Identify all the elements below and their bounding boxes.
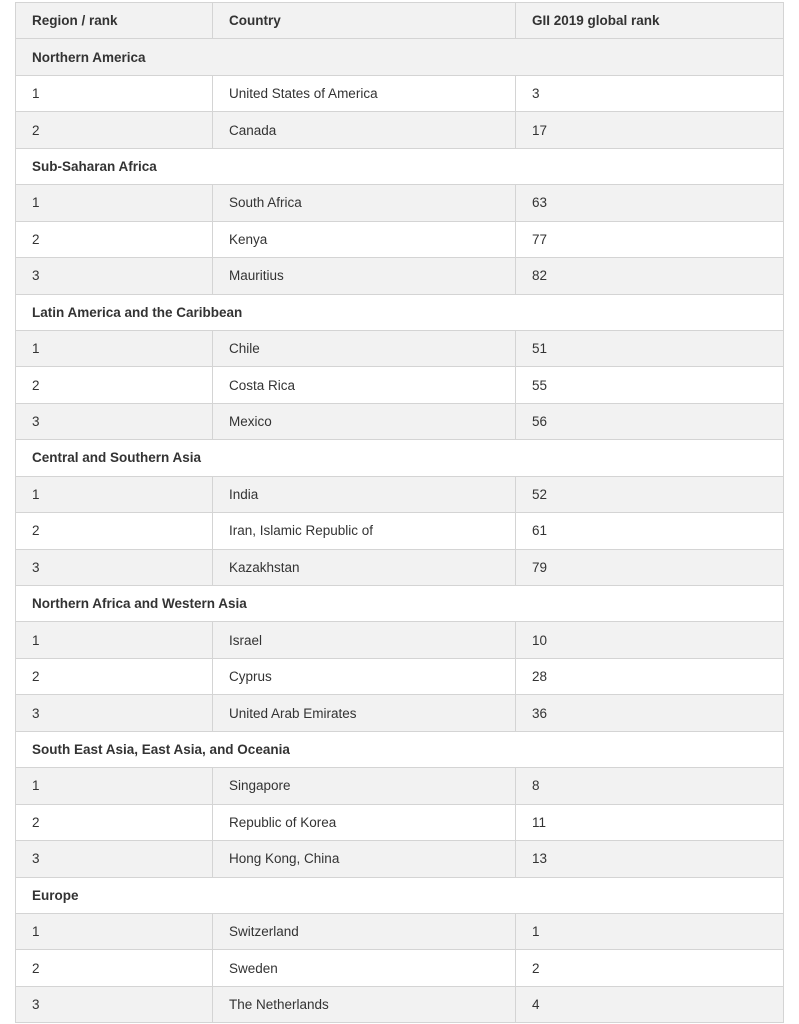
gii-rank-cell: 17 bbox=[516, 112, 784, 148]
table-row bbox=[16, 913, 784, 949]
region-name: Northern Africa and Western Asia bbox=[16, 586, 784, 622]
table-row bbox=[16, 330, 784, 366]
gii-rank-cell: 3 bbox=[516, 75, 784, 111]
region-rank-cell: 1 bbox=[16, 913, 213, 949]
country-cell: South Africa bbox=[213, 185, 516, 221]
table-row bbox=[16, 403, 784, 439]
region-rank-cell: 2 bbox=[16, 513, 213, 549]
table-row bbox=[16, 658, 784, 694]
table-row bbox=[16, 367, 784, 403]
country-cell: United States of America bbox=[213, 75, 516, 111]
table-row bbox=[16, 622, 784, 658]
region-name: South East Asia, East Asia, and Oceania bbox=[16, 731, 784, 767]
country-cell: Hong Kong, China bbox=[213, 841, 516, 877]
gii-rank-cell: 55 bbox=[516, 367, 784, 403]
gii-rank-cell: 13 bbox=[516, 841, 784, 877]
country-cell: Costa Rica bbox=[213, 367, 516, 403]
country-cell: Israel bbox=[213, 622, 516, 658]
gii-rank-cell: 77 bbox=[516, 221, 784, 257]
table-row bbox=[16, 513, 784, 549]
header-country: Country bbox=[213, 3, 516, 39]
region-rank-cell: 2 bbox=[16, 112, 213, 148]
gii-ranking-table bbox=[15, 2, 784, 1023]
gii-rank-cell: 79 bbox=[516, 549, 784, 585]
gii-rank-cell: 51 bbox=[516, 330, 784, 366]
region-rank-cell: 1 bbox=[16, 75, 213, 111]
country-cell: United Arab Emirates bbox=[213, 695, 516, 731]
header-region-rank: Region / rank bbox=[16, 3, 213, 39]
region-row bbox=[16, 877, 784, 913]
region-rank-cell: 2 bbox=[16, 367, 213, 403]
country-cell: Singapore bbox=[213, 768, 516, 804]
region-rank-cell: 2 bbox=[16, 658, 213, 694]
region-rank-cell: 3 bbox=[16, 403, 213, 439]
table-row bbox=[16, 804, 784, 840]
table-row bbox=[16, 185, 784, 221]
gii-rank-cell: 56 bbox=[516, 403, 784, 439]
country-cell: Cyprus bbox=[213, 658, 516, 694]
region-row bbox=[16, 586, 784, 622]
gii-rank-cell: 2 bbox=[516, 950, 784, 986]
table-row bbox=[16, 695, 784, 731]
gii-table-container bbox=[15, 2, 783, 1023]
gii-rank-cell: 61 bbox=[516, 513, 784, 549]
region-rank-cell: 1 bbox=[16, 476, 213, 512]
country-cell: Republic of Korea bbox=[213, 804, 516, 840]
gii-rank-cell: 1 bbox=[516, 913, 784, 949]
table-row bbox=[16, 950, 784, 986]
gii-rank-cell: 36 bbox=[516, 695, 784, 731]
country-cell: Chile bbox=[213, 330, 516, 366]
table-row bbox=[16, 768, 784, 804]
gii-rank-cell: 10 bbox=[516, 622, 784, 658]
region-name: Europe bbox=[16, 877, 784, 913]
region-rank-cell: 3 bbox=[16, 695, 213, 731]
gii-rank-cell: 63 bbox=[516, 185, 784, 221]
table-body bbox=[16, 39, 784, 1023]
region-rank-cell: 2 bbox=[16, 804, 213, 840]
table-row bbox=[16, 112, 784, 148]
table-row bbox=[16, 476, 784, 512]
region-name: Northern America bbox=[16, 39, 784, 75]
region-rank-cell: 3 bbox=[16, 258, 213, 294]
region-name: Sub-Saharan Africa bbox=[16, 148, 784, 184]
country-cell: Sweden bbox=[213, 950, 516, 986]
region-name: Latin America and the Caribbean bbox=[16, 294, 784, 330]
country-cell: Canada bbox=[213, 112, 516, 148]
country-cell: The Netherlands bbox=[213, 986, 516, 1022]
table-row bbox=[16, 221, 784, 257]
region-rank-cell: 3 bbox=[16, 841, 213, 877]
gii-rank-cell: 11 bbox=[516, 804, 784, 840]
region-row bbox=[16, 294, 784, 330]
region-rank-cell: 1 bbox=[16, 330, 213, 366]
country-cell: Kenya bbox=[213, 221, 516, 257]
country-cell: Kazakhstan bbox=[213, 549, 516, 585]
gii-rank-cell: 52 bbox=[516, 476, 784, 512]
gii-rank-cell: 8 bbox=[516, 768, 784, 804]
table-row bbox=[16, 549, 784, 585]
region-rank-cell: 3 bbox=[16, 549, 213, 585]
table-row bbox=[16, 258, 784, 294]
region-rank-cell: 1 bbox=[16, 622, 213, 658]
country-cell: Iran, Islamic Republic of bbox=[213, 513, 516, 549]
table-row bbox=[16, 841, 784, 877]
region-row bbox=[16, 148, 784, 184]
country-cell: India bbox=[213, 476, 516, 512]
header-gii-rank: GII 2019 global rank bbox=[516, 3, 784, 39]
region-rank-cell: 3 bbox=[16, 986, 213, 1022]
gii-rank-cell: 82 bbox=[516, 258, 784, 294]
region-name: Central and Southern Asia bbox=[16, 440, 784, 476]
region-row bbox=[16, 39, 784, 75]
table-row bbox=[16, 986, 784, 1022]
country-cell: Mexico bbox=[213, 403, 516, 439]
region-rank-cell: 2 bbox=[16, 221, 213, 257]
country-cell: Mauritius bbox=[213, 258, 516, 294]
region-rank-cell: 1 bbox=[16, 768, 213, 804]
header-row bbox=[16, 3, 784, 39]
region-rank-cell: 1 bbox=[16, 185, 213, 221]
region-row bbox=[16, 731, 784, 767]
gii-rank-cell: 28 bbox=[516, 658, 784, 694]
region-row bbox=[16, 440, 784, 476]
gii-rank-cell: 4 bbox=[516, 986, 784, 1022]
region-rank-cell: 2 bbox=[16, 950, 213, 986]
table-row bbox=[16, 75, 784, 111]
country-cell: Switzerland bbox=[213, 913, 516, 949]
